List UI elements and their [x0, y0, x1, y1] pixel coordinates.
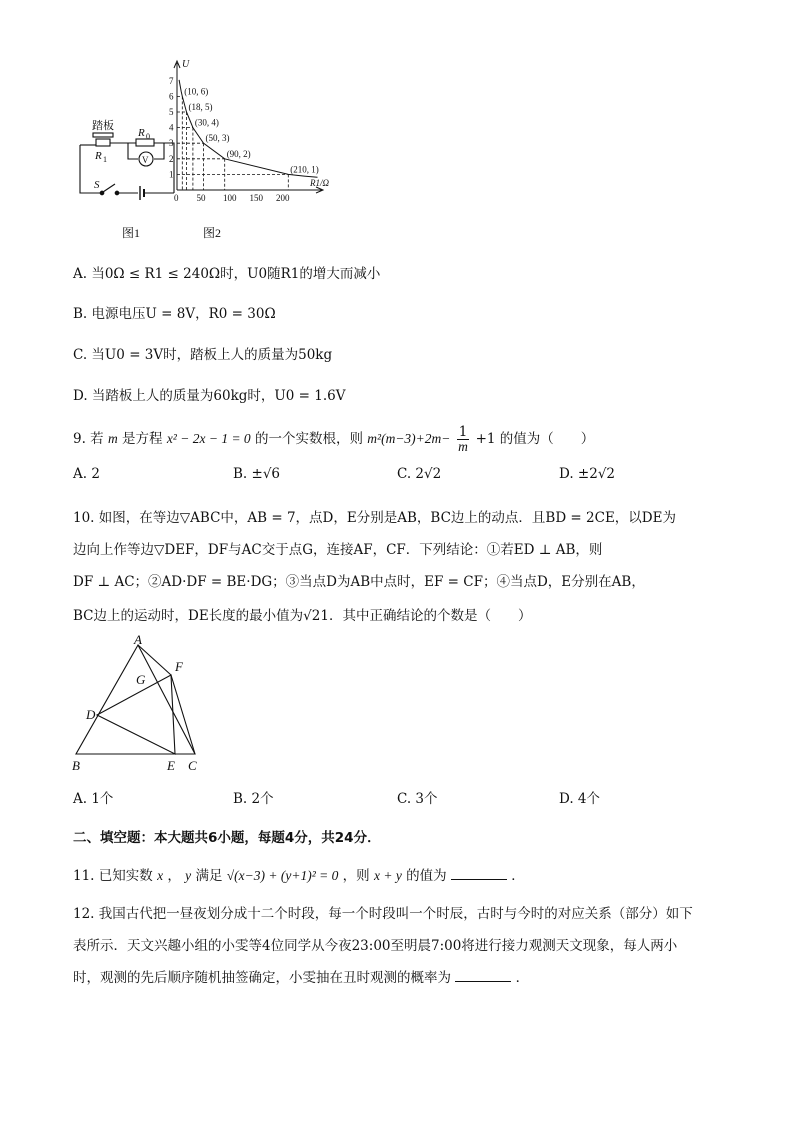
q10-line-4: BC边上的运动时，DE长度的最小值为√21．其中正确结论的个数是（ ） [73, 608, 532, 624]
q10-option-c: C. 3个 [397, 791, 438, 807]
q9-text-d: 的值为（ ） [499, 431, 595, 447]
q9-stem [73, 426, 594, 453]
q9-option-c: C. 2√2 [397, 466, 442, 482]
x-tick-label: 0 [174, 193, 179, 203]
x-tick-label: 150 [249, 193, 263, 203]
switch-blade [103, 184, 115, 192]
q11-text-e: 的值为 [406, 868, 447, 884]
q12-line-3-text: 时，观测的先后顺序随机抽签确定，小雯抽在丑时观测的概率为 [73, 970, 451, 986]
q10-option-d: D. 4个 [559, 791, 601, 807]
x-tick-label: 100 [223, 193, 237, 203]
r0-sub: 0 [146, 132, 150, 141]
q10-line-1: 10. 如图，在等边▽ABC中，AB = 7，点D，E分别是AB，BC边上的动点．且BD = 2CE，以DE为 [73, 510, 676, 526]
y-tick-label: 3 [169, 138, 174, 149]
point-label: (90, 2) [226, 148, 251, 159]
top-figures [60, 55, 360, 245]
q8-option-c: C. 当U0 = 3V时，踏板上人的质量为50kg [73, 347, 333, 363]
section-heading: 二、填空题：本大题共6小题，每题4分，共24分． [73, 830, 381, 846]
y-tick-label: 1 [169, 169, 174, 180]
point-label: (30, 4) [194, 117, 219, 128]
label-d: D [86, 707, 96, 722]
label-a: A [134, 633, 142, 647]
y-tick-label: 2 [169, 153, 174, 164]
q9-option-a: A. 2 [73, 466, 100, 482]
label-g: G [136, 672, 146, 687]
svg-text:V: V [142, 155, 149, 165]
q9-fraction [457, 426, 470, 453]
figure-1-label: 图1 [122, 226, 141, 240]
q8-option-a: A. 当0Ω ≤ R1 ≤ 240Ω时，U0随R1的增大而减小 [73, 266, 381, 282]
q9-equation: x² − 2x − 1 = 0 [166, 431, 251, 446]
q11-y: y [185, 868, 192, 883]
resistor-r0 [136, 139, 154, 146]
pedal-label: 踏板 [92, 120, 114, 132]
point-label: (210, 1) [290, 164, 319, 175]
label-f: F [175, 659, 183, 674]
q8-option-d: D. 当踏板上人的质量为60kg时，U0 = 1.6V [73, 388, 346, 404]
switch-label: S [94, 179, 100, 191]
y-tick-label: 5 [169, 107, 174, 117]
q11-condition: √(x−3) + (y+1)² = 0 [226, 868, 339, 883]
q10-option-a: A. 1个 [73, 791, 114, 807]
label-e: E [167, 758, 175, 773]
y-tick-label: 7 [169, 75, 174, 86]
u-r1-graph [169, 59, 329, 203]
q10-line-2: 边向上作等边▽DEF，DF与AC交于点G，连接AF，CF．下列结论：①若ED ⊥ AB，则 [73, 542, 603, 558]
q12-line-3 [73, 966, 529, 986]
q11-answer-blank[interactable] [451, 867, 507, 880]
q8-option-b: B. 电源电压U = 8V，R0 = 30Ω [73, 306, 276, 322]
resistor-r1 [96, 139, 110, 146]
q11-text-d: ，则 [342, 868, 370, 884]
x-axis-label: R1/Ω [310, 178, 330, 188]
x-tick-label: 200 [276, 193, 290, 203]
q11 [73, 864, 525, 884]
point-label: (10, 6) [184, 86, 209, 97]
y-tick-label: 6 [169, 91, 174, 102]
q9-option-d: D. ±2√2 [559, 466, 616, 482]
point-label: (18, 5) [188, 102, 213, 112]
r0-label: R [138, 127, 145, 139]
y-tick-label: 4 [169, 122, 174, 133]
q9-text-a: 9. 若 [73, 431, 104, 447]
q11-target: x + y [373, 868, 402, 883]
triangle-figure [66, 633, 216, 778]
q9-text-b: 是方程 [122, 431, 163, 447]
q12-line-3-end: ． [515, 970, 530, 986]
r1-sub: 1 [103, 155, 107, 164]
q9-m: m [107, 431, 118, 446]
q11-text-c: 满足 [195, 868, 223, 884]
q11-text-f: ． [511, 868, 525, 884]
q10-line-3: DF ⊥ AC；②AD·DF = BE·DG；③当点D为AB中点时，EF = CF；④当点D，E分别在AB， [73, 574, 645, 590]
segment-af [138, 645, 171, 675]
q10-option-b: B. 2个 [233, 791, 274, 807]
q11-text-b: ， [167, 868, 181, 884]
point-label: (50, 3) [205, 133, 230, 144]
q12-answer-blank[interactable] [455, 969, 511, 982]
label-b: B [72, 758, 80, 773]
circuit-diagram [80, 118, 174, 200]
q9-fraction-num: 1 [458, 424, 468, 440]
label-c: C [188, 758, 197, 773]
pedal-plate [93, 133, 113, 137]
figure-2-label: 图2 [203, 226, 222, 240]
q12-line-1: 12. 我国古代把一昼夜划分成十二个时段，每一个时段叫一个时辰，古时与今时的对应关系（部分）如下 [73, 906, 693, 922]
q11-text-a: 11. 已知实数 [73, 868, 153, 884]
q12-line-2: 表所示．天文兴趣小组的小雯等4位同学从今夜23:00至明晨7:00将进行接力观测天文现象，每人两小 [73, 938, 678, 954]
q9-option-b: B. ±√6 [233, 466, 281, 482]
x-tick-label: 50 [196, 193, 206, 203]
q9-fraction-den: m [458, 439, 468, 454]
q11-x: x [157, 868, 164, 883]
q9-text-c: 的一个实数根，则 [254, 431, 363, 447]
q9-expression: m²(m−3)+2m− [367, 431, 451, 446]
r1-label: R [95, 150, 102, 162]
y-axis-label: U [182, 59, 190, 70]
q9-expression-tail: +1 [475, 431, 496, 447]
